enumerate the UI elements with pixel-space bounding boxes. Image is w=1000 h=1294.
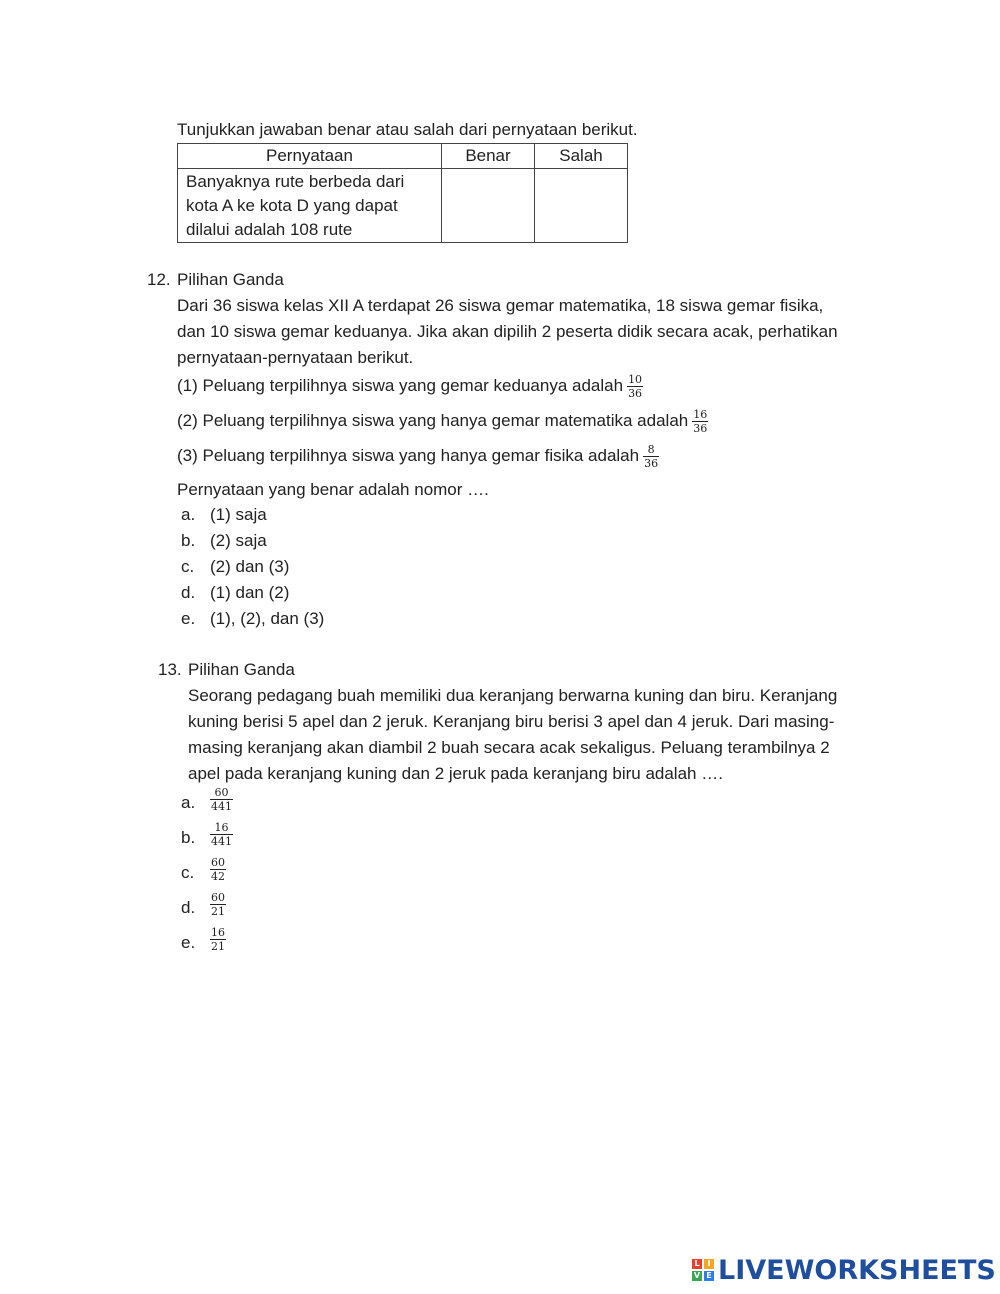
denominator: 42 xyxy=(211,870,225,883)
logo-blocks-icon xyxy=(692,1259,714,1281)
option-letter: c. xyxy=(181,863,195,882)
statement-text: (2) Peluang terpilihnya siswa yang hanya gemar matematika adalah xyxy=(177,411,689,430)
q13-type: Pilihan Ganda xyxy=(188,660,295,679)
header-false: Salah xyxy=(535,144,628,169)
logo-block: V xyxy=(693,1271,701,1280)
option-letter: d. xyxy=(181,898,196,917)
q12-statement-2 xyxy=(177,406,708,436)
option-letter: e. xyxy=(181,933,196,952)
numerator: 60 xyxy=(210,786,233,800)
numerator: 16 xyxy=(210,821,233,835)
true-false-table xyxy=(177,143,628,243)
false-answer-cell[interactable] xyxy=(535,169,628,243)
logo-block: E xyxy=(704,1271,714,1281)
denominator: 21 xyxy=(211,905,225,918)
denominator: 36 xyxy=(693,422,708,436)
q13-stem-line: kuning berisi 5 apel dan 2 jeruk. Keranjang biru berisi 3 apel dan 4 jeruk. Dari masing- xyxy=(188,712,835,731)
fraction xyxy=(210,856,226,883)
option-letter: b. xyxy=(181,828,196,847)
logo-block: I xyxy=(704,1259,714,1269)
logo-block: L xyxy=(692,1259,702,1269)
fraction xyxy=(210,926,226,953)
q12-number: 12. xyxy=(147,270,171,289)
option-letter: a. xyxy=(181,793,196,812)
brand-name: LIVEWORKSHEETS xyxy=(718,1254,996,1286)
option-letter: b. xyxy=(181,531,196,550)
statement-cell xyxy=(178,169,442,243)
numerator: 60 xyxy=(211,891,225,904)
numerator: 60 xyxy=(211,856,225,869)
statement-text: (3) Peluang terpilihnya siswa yang hanya gemar fisika adalah xyxy=(177,446,640,465)
q13-stem-line: masing keranjang akan diambil 2 buah secara acak sekaligus. Peluang terambilnya 2 xyxy=(188,738,830,757)
q12-stem-line: dan 10 siswa gemar keduanya. Jika akan dipilih 2 peserta didik secara acak, perhatikan xyxy=(177,322,838,341)
fraction xyxy=(627,373,643,400)
denominator: 441 xyxy=(211,835,232,848)
q13-stem-line: apel pada keranjang kuning dan 2 jeruk pada keranjang biru adalah …. xyxy=(188,764,723,783)
option-text: (1) saja xyxy=(210,505,267,524)
numerator: 8 xyxy=(643,443,659,457)
q13-number: 13. xyxy=(158,660,182,679)
fraction xyxy=(210,891,226,918)
option-letter: e. xyxy=(181,609,196,628)
denominator: 441 xyxy=(211,800,232,813)
q11-instruction: Tunjukkan jawaban benar atau salah dari pernyataan berikut. xyxy=(177,120,638,139)
denominator: 36 xyxy=(644,457,659,471)
fraction xyxy=(210,821,233,848)
statement-text: (1) Peluang terpilihnya siswa yang gemar keduanya adalah xyxy=(177,376,624,395)
option-letter: a. xyxy=(181,505,196,524)
statement-line: dilalui adalah 108 rute xyxy=(186,220,353,239)
liveworksheets-logo xyxy=(692,1254,996,1286)
option-letter: d. xyxy=(181,583,196,602)
fraction xyxy=(210,786,233,813)
q12-question: Pernyataan yang benar adalah nomor …. xyxy=(177,480,489,499)
statement-line: Banyaknya rute berbeda dari xyxy=(186,172,405,191)
header-statement: Pernyataan xyxy=(178,144,442,169)
q12-statement-3 xyxy=(177,441,659,471)
option-text: (1) dan (2) xyxy=(210,583,290,602)
denominator: 36 xyxy=(628,387,643,401)
statement-line: kota A ke kota D yang dapat xyxy=(186,196,398,215)
q12-stem-line: Dari 36 siswa kelas XII A terdapat 26 siswa gemar matematika, 18 siswa gemar fisika, xyxy=(177,296,824,315)
q12-stem-line: pernyataan-pernyataan berikut. xyxy=(177,348,414,367)
numerator: 16 xyxy=(693,408,708,422)
fraction xyxy=(692,408,708,435)
option-text: (2) saja xyxy=(210,531,267,550)
q13-stem-line: Seorang pedagang buah memiliki dua keranjang berwarna kuning dan biru. Keranjang xyxy=(188,686,838,705)
q12-type: Pilihan Ganda xyxy=(177,270,284,289)
q12-statement-1 xyxy=(177,371,643,401)
option-text: (1), (2), dan (3) xyxy=(210,609,325,628)
true-answer-cell[interactable] xyxy=(442,169,535,243)
fraction xyxy=(643,443,659,470)
option-text: (2) dan (3) xyxy=(210,557,290,576)
option-letter: c. xyxy=(181,557,195,576)
header-true: Benar xyxy=(442,144,535,169)
denominator: 21 xyxy=(211,940,225,953)
numerator: 10 xyxy=(628,373,643,387)
numerator: 16 xyxy=(211,926,225,939)
